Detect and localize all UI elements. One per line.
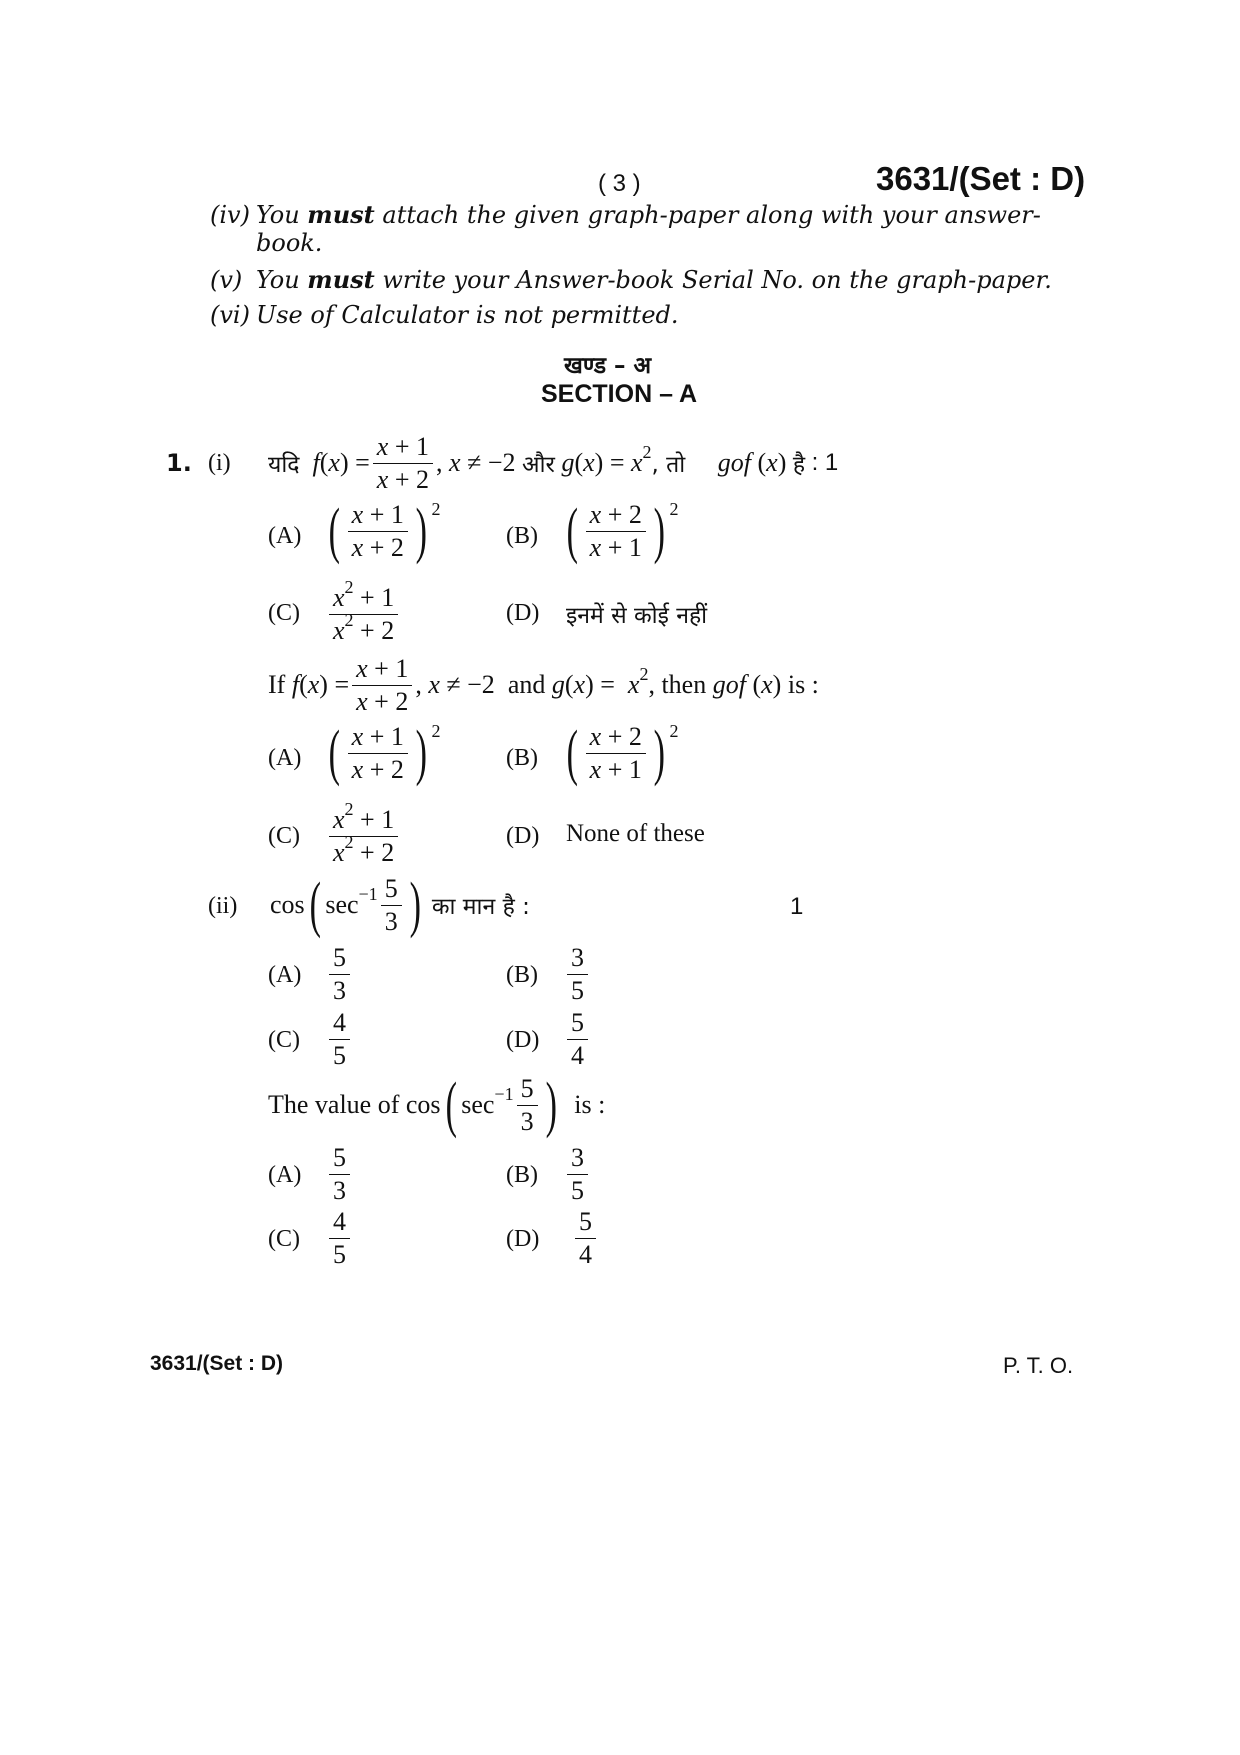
part-i-stem-hindi: यदि f(x) = $\frac{x + 1}{x + 2}$ , x ≠ −2 और $g(x) = x^2$ , तो gof (x) है : 1: [268, 432, 839, 494]
option-c-fraction: $\frac{4}{5}$: [326, 1207, 353, 1270]
option-d-label: (D): [506, 600, 540, 626]
instruction-vi: (vi) Use of Calculator is not permitted.: [210, 301, 679, 329]
option-c-label: (C): [268, 1226, 300, 1252]
question-number: 1.: [166, 449, 192, 477]
option-a-fraction: $\frac{5}{3}$: [326, 943, 353, 1006]
option-b-fraction: $\frac{3}{5}$: [564, 1143, 591, 1206]
option-d-text-hindi: इनमें से कोई नहीं: [566, 603, 708, 629]
part-ii-stem-hindi: cos ( $\sec^{-1}$ $\frac{5}{3}$ ) का मान है :: [270, 871, 530, 940]
page-number: ( 3 ): [598, 170, 641, 197]
instruction-v: (v) You must write your Answer-book Serial No. on the graph-paper.: [210, 265, 1052, 294]
option-c-label: (C): [268, 1027, 300, 1053]
option-a-label: (A): [268, 962, 302, 988]
option-b-label: (B): [506, 745, 538, 771]
option-a-label: (A): [268, 523, 302, 549]
instruction-iv: (iv) You must attach the given graph-paper along with your answer-: [210, 200, 1041, 229]
fraction-x-plus-1-over-x-plus-2: $\frac{x + 1}{x + 2}$: [373, 432, 433, 495]
option-a-label: (A): [268, 1162, 302, 1188]
option-d-label: (D): [506, 1226, 540, 1252]
option-a-label: (A): [268, 745, 302, 771]
f-of-x: f(x) =: [312, 448, 370, 478]
option-c-expr: $\frac{x^2 + 1}{x^2 + 2}$: [326, 583, 401, 646]
option-c-label: (C): [268, 600, 300, 626]
option-b-label: (B): [506, 962, 538, 988]
option-b-label: (B): [506, 1162, 538, 1188]
option-b-expr: ( $\frac{x + 2}{x + 1}$ ) 2: [566, 719, 679, 788]
option-b-label: (B): [506, 523, 538, 549]
set-code-footer: 3631/(Set : D): [150, 1352, 284, 1375]
option-a-expr: ( $\frac{x + 1}{x + 2}$ ) 2: [328, 719, 441, 788]
option-d-fraction: $\frac{5}{4}$: [572, 1207, 599, 1270]
pto-label: P. T. O.: [1003, 1353, 1074, 1378]
option-c-label: (C): [268, 823, 300, 849]
section-heading-hindi: खण्ड – अ: [564, 353, 652, 379]
option-b-expr: ( $\frac{x + 2}{x + 1}$ ) 2: [566, 497, 679, 566]
part-ii-label: (ii): [208, 893, 238, 919]
part-i-stem-english: If f(x) = $\frac{x + 1}{x + 2}$ , x ≠ −2 and $g(x) = x^2$ , then gof (x) is :: [268, 654, 819, 716]
marks: 1: [790, 893, 804, 920]
instruction-iv-continued: book.: [256, 229, 323, 257]
option-d-text-english: None of these: [566, 820, 705, 847]
option-c-fraction: $\frac{4}{5}$: [326, 1008, 353, 1071]
option-d-fraction: $\frac{5}{4}$: [564, 1008, 591, 1071]
option-a-expr: ( $\frac{x + 1}{x + 2}$ ) 2: [328, 497, 441, 566]
set-code-header: 3631/(Set : D): [876, 160, 1086, 197]
option-d-label: (D): [506, 1027, 540, 1053]
option-b-fraction: $\frac{3}{5}$: [564, 943, 591, 1006]
part-ii-stem-english: The value of cos ( $\sec^{-1}$ $\frac{5}{3}$ ) is :: [268, 1071, 606, 1140]
section-heading-english: SECTION – A: [541, 380, 698, 408]
option-a-fraction: $\frac{5}{3}$: [326, 1143, 353, 1206]
part-i-label: (i): [208, 450, 231, 476]
option-c-expr: $\frac{x^2 + 1}{x^2 + 2}$: [326, 805, 401, 868]
marks: : 1: [811, 449, 839, 477]
option-d-label: (D): [506, 823, 540, 849]
